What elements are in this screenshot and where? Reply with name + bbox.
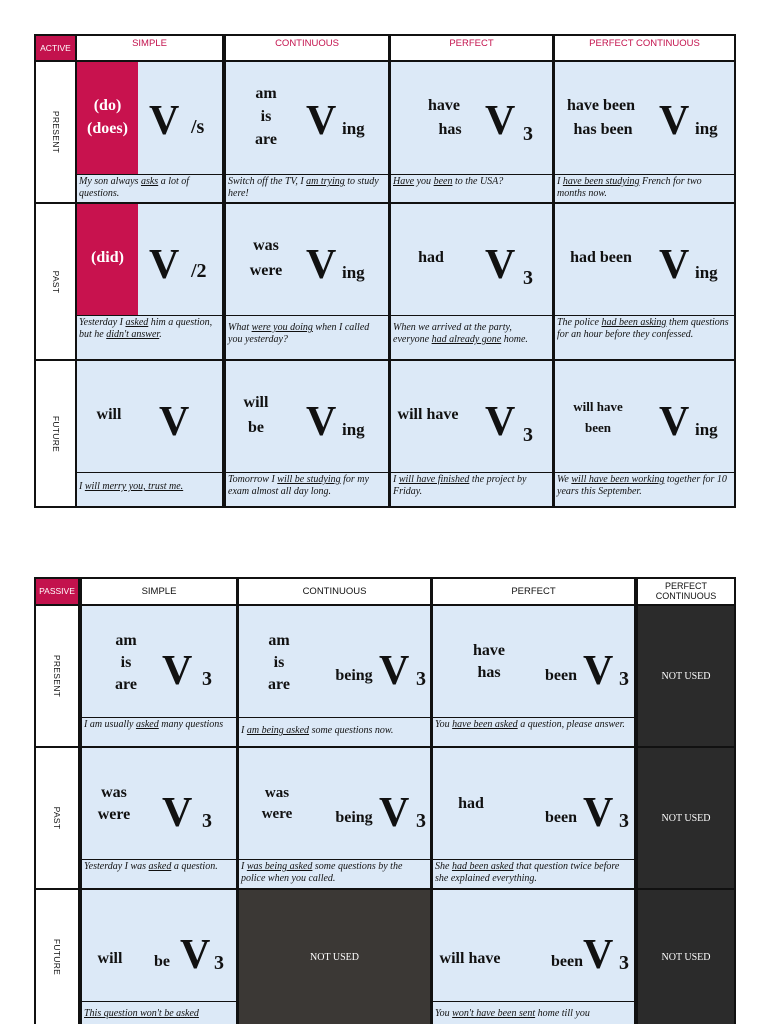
verb-v: V <box>659 399 690 445</box>
passive-present-perfect-example: You have been asked a question, please answer. <box>433 718 634 746</box>
passive-past-perfect-continuous-not-used: NOT USED <box>638 748 734 888</box>
passive-future-perfect-continuous-not-used: NOT USED <box>638 890 734 1024</box>
verb-v: V <box>149 242 180 288</box>
active-tag: ACTIVE <box>36 36 75 60</box>
active-future-simple: will V <box>77 361 222 472</box>
verb-v: V <box>180 932 211 978</box>
header-perfect-continuous: PERFECT CONTINUOUS <box>638 579 734 604</box>
header-simple: SIMPLE <box>77 36 222 60</box>
active-past-perfect: had V 3 <box>391 204 552 315</box>
active-future-simple-example: I will merry you, trust me. <box>77 473 222 506</box>
active-present-perfect-example: Have you been to the USA? <box>391 175 552 202</box>
passive-past-continuous: was were being V 3 <box>239 748 430 859</box>
active-future-perfect-continuous-example: We will have been working together for 10 years this September. <box>555 473 734 506</box>
verb-v: V <box>485 399 516 445</box>
header-continuous: CONTINUOUS <box>239 579 430 604</box>
passive-present-simple-example: I am usually asked many questions <box>82 718 236 746</box>
active-future-continuous-example: Tomorrow I will be studying for my exam almost all day long. <box>226 473 388 506</box>
header-simple: SIMPLE <box>82 579 236 604</box>
verb-v: V <box>379 648 410 694</box>
verb-v: V <box>149 98 180 144</box>
active-past-perfect-continuous: had been V ing <box>555 204 734 315</box>
verb-v: V <box>306 242 337 288</box>
passive-past-perfect-example: She had been asked that question twice before she explained everything. <box>433 860 634 888</box>
passive-present-continuous-example: I am being asked some questions now. <box>239 718 430 746</box>
row-label-future: FUTURE <box>36 890 78 1024</box>
row-label-future: FUTURE <box>36 361 75 506</box>
verb-v: V <box>659 242 690 288</box>
passive-present-continuous: am is are being V 3 <box>239 606 430 717</box>
active-past-perfect-example: When we arrived at the party, everyone had already gone home. <box>391 316 552 359</box>
verb-v: V <box>162 648 193 694</box>
verb-v: V <box>162 790 193 836</box>
active-present-perfect: have has V 3 <box>391 62 552 174</box>
passive-present-perfect: have has been V 3 <box>433 606 634 717</box>
active-past-perfect-continuous-example: The police had been asking them questions for an hour before they confessed. <box>555 316 734 359</box>
verb-v: V <box>306 399 337 445</box>
verb-v: V <box>485 98 516 144</box>
verb-v: V <box>583 648 614 694</box>
verb-v: V <box>583 790 614 836</box>
verb-v: V <box>583 932 614 978</box>
verb-v: V <box>306 98 337 144</box>
active-future-continuous: will be V ing <box>226 361 388 472</box>
passive-future-perfect: will have been V 3 <box>433 890 634 1001</box>
passive-present-perfect-continuous-not-used: NOT USED <box>638 606 734 746</box>
active-future-perfect-example: I will have finished the project by Friday. <box>391 473 552 506</box>
active-present-continuous-example: Switch off the TV, I am trying to study here! <box>226 175 388 202</box>
passive-present-simple: am is are V 3 <box>82 606 236 717</box>
active-table <box>34 34 736 508</box>
active-present-simple: (do) (does) V /s <box>77 62 222 174</box>
verb-v: V <box>379 790 410 836</box>
active-future-perfect: will have V 3 <box>391 361 552 472</box>
passive-past-continuous-example: I was being asked some questions by the police when you called. <box>239 860 430 888</box>
passive-future-perfect-example: You won't have been sent home till you <box>433 1002 634 1024</box>
row-label-present: PRESENT <box>36 62 75 202</box>
active-past-continuous-example: What were you doing when I called you yesterday? <box>226 316 388 359</box>
active-past-simple-example: Yesterday I asked him a question, but he didn't answer. <box>77 316 222 359</box>
passive-future-simple: will be V 3 <box>82 890 236 1001</box>
verb-v: V <box>659 98 690 144</box>
row-label-present: PRESENT <box>36 606 78 746</box>
passive-future-simple-example: This question won't be asked <box>82 1002 236 1024</box>
passive-tag: PASSIVE <box>36 579 78 604</box>
header-perfect-continuous: PERFECT CONTINUOUS <box>555 36 734 60</box>
passive-past-perfect: had been V 3 <box>433 748 634 859</box>
row-label-past: PAST <box>36 748 78 888</box>
row-label-past: PAST <box>36 204 75 359</box>
header-continuous: CONTINUOUS <box>226 36 388 60</box>
passive-past-simple-example: Yesterday I was asked a question. <box>82 860 236 888</box>
header-perfect: PERFECT <box>391 36 552 60</box>
active-present-simple-example: My son always asks a lot of questions. <box>77 175 222 202</box>
active-present-continuous: am is are V ing <box>226 62 388 174</box>
verb-v: V <box>485 242 516 288</box>
active-future-perfect-continuous: will have been V ing <box>555 361 734 472</box>
passive-future-continuous-not-used: NOT USED <box>239 890 430 1024</box>
active-present-perfect-continuous-example: I have been studying French for two months now. <box>555 175 734 202</box>
passive-past-simple: was were V 3 <box>82 748 236 859</box>
active-present-perfect-continuous: have been has been V ing <box>555 62 734 174</box>
verb-v: V <box>159 399 190 445</box>
active-past-simple: (did) V /2 <box>77 204 222 315</box>
passive-table <box>34 577 736 1024</box>
active-past-continuous: was were V ing <box>226 204 388 315</box>
header-perfect: PERFECT <box>433 579 634 604</box>
